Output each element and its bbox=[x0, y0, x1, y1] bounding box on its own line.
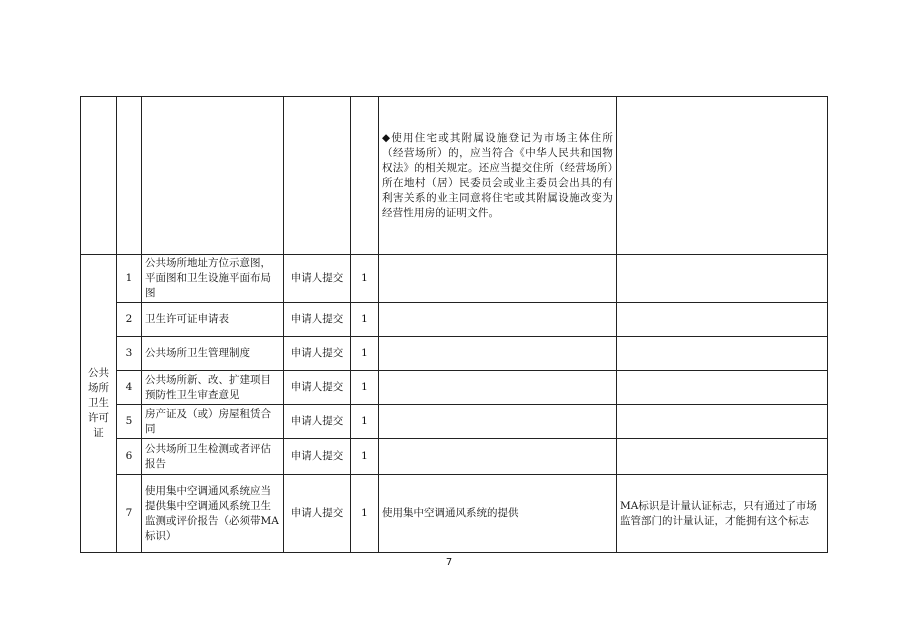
condition bbox=[379, 405, 617, 439]
table-row bbox=[81, 405, 828, 439]
material-name: 公共场所卫生管理制度 bbox=[142, 337, 284, 371]
condition bbox=[379, 303, 617, 337]
copy-count: 1 bbox=[351, 439, 379, 475]
submitter: 申请人提交 bbox=[284, 439, 351, 475]
copy-count: 1 bbox=[351, 475, 379, 553]
row-number: 4 bbox=[117, 371, 142, 405]
remark bbox=[617, 371, 828, 405]
table-row bbox=[81, 337, 828, 371]
materials-table bbox=[80, 96, 828, 553]
table-row bbox=[81, 97, 828, 255]
copy-count: 1 bbox=[351, 255, 379, 303]
material-name: 公共场所新、改、扩建项目预防性卫生审查意见 bbox=[142, 371, 284, 405]
condition bbox=[379, 337, 617, 371]
remark bbox=[617, 405, 828, 439]
submitter: 申请人提交 bbox=[284, 303, 351, 337]
condition-note: ◆使用住宅或其附属设施登记为市场主体住所（经营场所）的，应当符合《中华人民共和国物权法》的相关规定。还应当提交住所（经营场所）所在地村（居）民委员会或业主委员会出具的有利害关系的业主同意将住宅或其附属设施改变为经营性用房的证明文件。 bbox=[379, 97, 617, 255]
count-cell bbox=[351, 97, 379, 255]
remark bbox=[617, 439, 828, 475]
material-name: 公共场所卫生检测或者评估报告 bbox=[142, 439, 284, 475]
row-number: 6 bbox=[117, 439, 142, 475]
table-row bbox=[81, 439, 828, 475]
material-name: 公共场所地址方位示意图，平面图和卫生设施平面布局图 bbox=[142, 255, 284, 303]
table-row bbox=[81, 475, 828, 553]
submitter: 申请人提交 bbox=[284, 475, 351, 553]
copy-count: 1 bbox=[351, 371, 379, 405]
condition bbox=[379, 439, 617, 475]
material-name: 房产证及（或）房屋租赁合同 bbox=[142, 405, 284, 439]
row-number: 5 bbox=[117, 405, 142, 439]
material-cell bbox=[142, 97, 284, 255]
row-number: 3 bbox=[117, 337, 142, 371]
category-label: 公共场所卫生许可证 bbox=[81, 255, 117, 553]
number-cell bbox=[117, 97, 142, 255]
condition bbox=[379, 255, 617, 303]
remark-cell bbox=[617, 97, 828, 255]
submitter-cell bbox=[284, 97, 351, 255]
remark bbox=[617, 303, 828, 337]
table-row bbox=[81, 255, 828, 303]
submitter: 申请人提交 bbox=[284, 255, 351, 303]
submitter: 申请人提交 bbox=[284, 371, 351, 405]
condition bbox=[379, 371, 617, 405]
submitter: 申请人提交 bbox=[284, 337, 351, 371]
table-row bbox=[81, 303, 828, 337]
row-number: 2 bbox=[117, 303, 142, 337]
page-number: 7 bbox=[445, 557, 453, 568]
remark bbox=[617, 337, 828, 371]
material-name: 卫生许可证申请表 bbox=[142, 303, 284, 337]
condition: 使用集中空调通风系统的提供 bbox=[379, 475, 617, 553]
material-name: 使用集中空调通风系统应当提供集中空调通风系统卫生监测或评价报告（必须带MA标识） bbox=[142, 475, 284, 553]
submitter: 申请人提交 bbox=[284, 405, 351, 439]
row-number: 7 bbox=[117, 475, 142, 553]
remark bbox=[617, 255, 828, 303]
copy-count: 1 bbox=[351, 303, 379, 337]
remark: MA标识是计量认证标志，只有通过了市场监管部门的计量认证，才能拥有这个标志 bbox=[617, 475, 828, 553]
category-cell bbox=[81, 97, 117, 255]
table-row bbox=[81, 371, 828, 405]
copy-count: 1 bbox=[351, 405, 379, 439]
row-number: 1 bbox=[117, 255, 142, 303]
copy-count: 1 bbox=[351, 337, 379, 371]
